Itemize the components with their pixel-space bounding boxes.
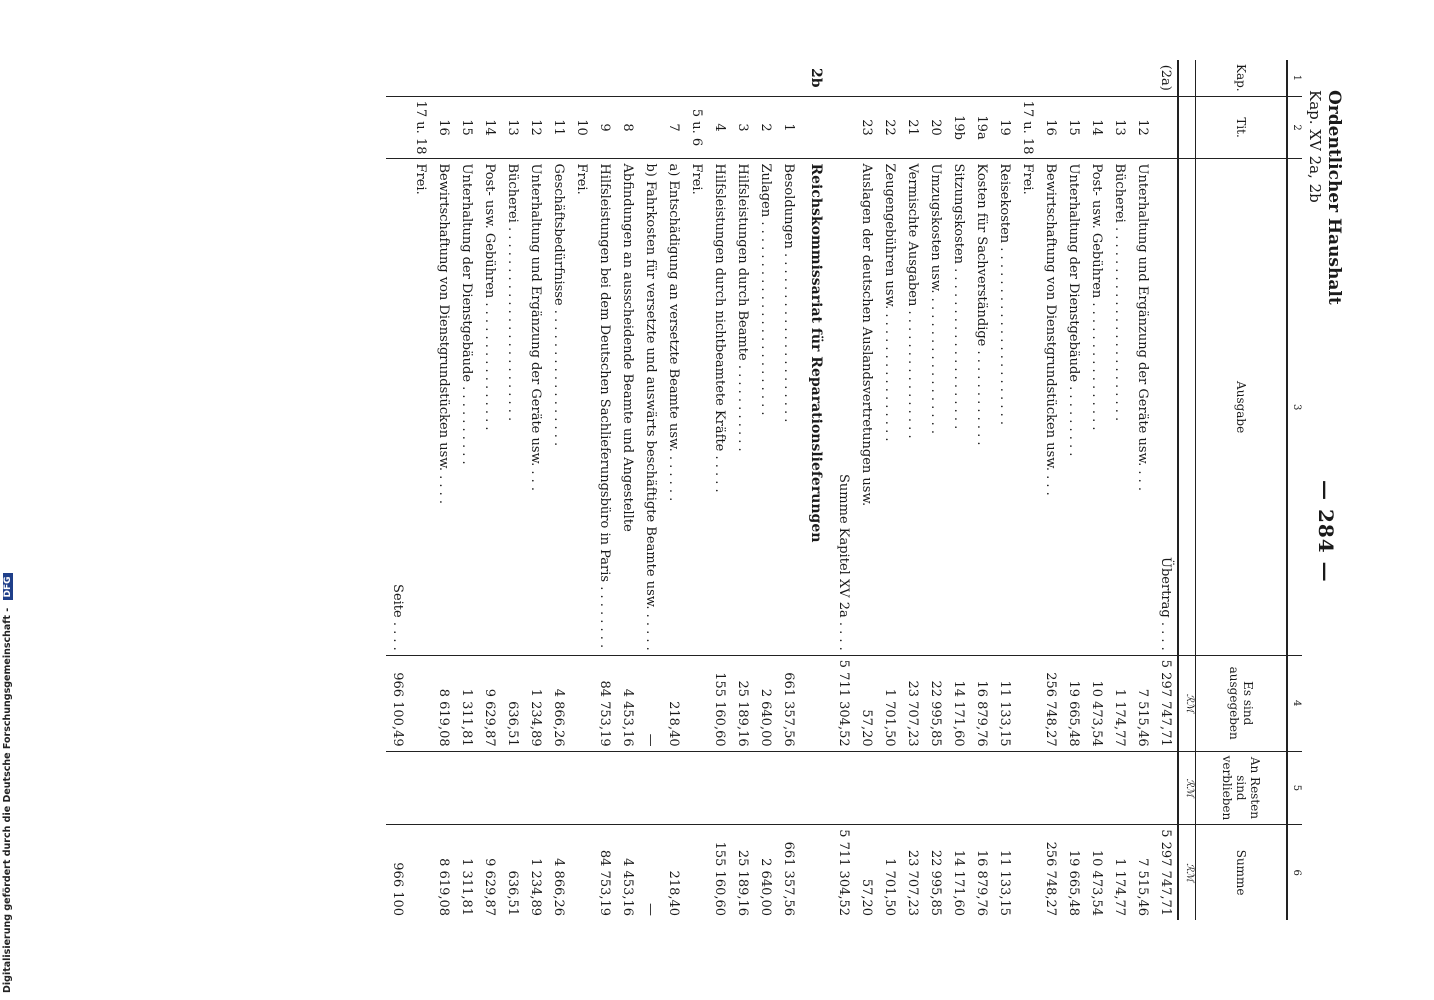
table-cell-col6: 4 866,26 xyxy=(551,858,566,917)
table-row xyxy=(547,60,570,920)
table-cell-tit: 12 xyxy=(1131,96,1154,159)
table-cell-col4: 84 753,19 xyxy=(593,655,616,751)
table-row xyxy=(878,60,901,920)
table-cell-tit xyxy=(1154,96,1178,159)
table-row xyxy=(409,60,432,920)
table-cell-tit: 3 xyxy=(731,96,754,159)
table-cell-col4: 155 160,60 xyxy=(708,655,731,751)
table-cell-text: Summe Kapitel XV 2a . . . . xyxy=(832,159,855,655)
table-cell-col5 xyxy=(832,751,855,825)
table-row xyxy=(731,60,754,920)
table-cell-col4: 2 640,00 xyxy=(754,655,777,751)
table-cell-col6: 1 311,81 xyxy=(459,858,474,917)
table-cell-col6: 14 171,60 xyxy=(951,849,966,917)
table-cell-col5 xyxy=(970,751,993,825)
table-cell-text: Abfindungen an ausscheidende Beamte und Angestellte xyxy=(616,159,639,655)
page-subtitle: Kap. XV 2a, 2b xyxy=(1306,90,1324,203)
table-cell-kap xyxy=(524,60,547,96)
table-cell-col5 xyxy=(731,751,754,825)
table-cell-col4: 7 515,46 xyxy=(1131,655,1154,751)
table-cell-kap xyxy=(970,60,993,96)
table-cell-col4: 5 711 304,52 xyxy=(832,655,855,751)
table-cell-kap xyxy=(901,60,924,96)
table-cell-col4: 661 357,56 xyxy=(777,655,800,751)
unit-cell: ℛℳ xyxy=(1178,825,1196,920)
table-cell-col6: 23 707,23 xyxy=(905,849,920,917)
table-cell-col6: 1 234,89 xyxy=(528,858,543,917)
table-cell-col6 xyxy=(685,825,708,920)
table-cell-col6: 9 629,87 xyxy=(482,858,497,917)
table-cell-kap xyxy=(501,60,524,96)
table-cell-text: Umzugskosten usw. . . . . . . . . . . . . . . . . . xyxy=(924,159,947,655)
column-number: 1 xyxy=(1287,60,1302,96)
table-row xyxy=(855,60,878,920)
table-cell-col4: 11 133,15 xyxy=(993,655,1016,751)
table-cell-kap xyxy=(1085,60,1108,96)
table-cell-col6: 8 619,08 xyxy=(436,858,451,917)
table-cell-col4: 966 100,49 xyxy=(386,655,409,751)
table-row xyxy=(478,60,501,920)
table-cell-kap xyxy=(639,60,662,96)
column-header-ausgabe: Ausgabe xyxy=(1196,159,1288,655)
table-cell-kap xyxy=(386,60,409,96)
table-cell-col4: 4 453,16 xyxy=(616,655,639,751)
table-cell-text: Zulagen . . . . . . . . . . . . . . . . . . . . . . . . xyxy=(754,159,777,655)
unit-cell xyxy=(1178,159,1196,655)
table-cell-tit: 15 xyxy=(455,96,478,159)
column-number: 3 xyxy=(1287,159,1302,655)
table-cell-col5 xyxy=(1154,751,1178,825)
table-cell-text: Geschäftsbedürfnisse . . . . . . . . . . . . . . . . . xyxy=(547,159,570,655)
table-row xyxy=(639,60,662,920)
column-header-summe: Summe xyxy=(1196,825,1288,920)
table-cell-tit: 11 xyxy=(547,96,570,159)
table-cell-kap xyxy=(616,60,639,96)
table-cell-col6: 22 995,85 xyxy=(928,849,943,917)
table-cell-col4: 1 311,81 xyxy=(455,655,478,751)
table-row xyxy=(708,60,731,920)
table-cell-text: Reisekosten . . . . . . . . . . . . . . . . . . . . . . xyxy=(993,159,1016,655)
table-cell-col5 xyxy=(547,751,570,825)
table-row xyxy=(970,60,993,920)
table-cell-col6: 84 753,19 xyxy=(597,849,612,917)
table-cell-tit: 5 u. 6 xyxy=(685,96,708,159)
table-cell-tit: 15 xyxy=(1062,96,1085,159)
table-cell-text: Post- usw. Gebühren . . . . . . . . . . . . . . . . xyxy=(1085,159,1108,655)
table-cell-col5 xyxy=(685,751,708,825)
table-cell-col4: 8 619,08 xyxy=(432,655,455,751)
column-number-row xyxy=(1287,60,1302,920)
table-cell-text: Post- usw. Gebühren . . . . . . . . . . . . . . . . xyxy=(478,159,501,655)
table-cell-col4: 4 866,26 xyxy=(547,655,570,751)
table-row xyxy=(570,60,593,920)
table-cell-tit: 17 u. 18 xyxy=(1016,96,1039,159)
table-cell-kap xyxy=(432,60,455,96)
table-cell-kap xyxy=(478,60,501,96)
table-row xyxy=(901,60,924,920)
table-cell-col6: 7 515,46 xyxy=(1135,858,1150,917)
table-cell-tit: 1 xyxy=(777,96,800,159)
table-cell-kap xyxy=(832,60,855,96)
table-cell-col5 xyxy=(455,751,478,825)
table-cell-tit: 21 xyxy=(901,96,924,159)
table-cell-col5 xyxy=(777,751,800,825)
table-cell-col5 xyxy=(1085,751,1108,825)
table-cell-col4: 636,51 xyxy=(501,655,524,751)
column-number: 5 xyxy=(1287,751,1302,825)
table-row xyxy=(593,60,616,920)
table-cell-col6: 4 453,16 xyxy=(620,858,635,917)
column-header-kap: Kap. xyxy=(1196,60,1288,96)
table-cell-col4: 9 629,87 xyxy=(478,655,501,751)
table-cell-kap xyxy=(708,60,731,96)
sum-row xyxy=(386,60,409,920)
table-row xyxy=(455,60,478,920)
table-cell-tit xyxy=(639,96,662,159)
table-row xyxy=(616,60,639,920)
table-cell-tit: 14 xyxy=(478,96,501,159)
table-row xyxy=(662,60,685,920)
table-row xyxy=(524,60,547,920)
table-row xyxy=(1085,60,1108,920)
table-cell-col5 xyxy=(570,751,593,825)
column-number: 6 xyxy=(1287,825,1302,920)
table-cell-col5 xyxy=(662,751,685,825)
table-cell-text: b) Fahrkosten für versetzte und auswärts beschäftigte Beamte usw. . . . . . xyxy=(639,159,662,655)
table-row xyxy=(501,60,524,920)
table-cell-col4 xyxy=(570,655,593,751)
table-cell-col4 xyxy=(685,655,708,751)
table-row xyxy=(754,60,777,920)
table-cell-col4: 1 174,77 xyxy=(1108,655,1131,751)
table-cell-col6: 19 665,48 xyxy=(1066,849,1081,917)
table-cell-col5 xyxy=(924,751,947,825)
table-cell-kap xyxy=(570,60,593,96)
table-cell-col5 xyxy=(1062,751,1085,825)
table-cell-kap xyxy=(685,60,708,96)
unit-cell xyxy=(1178,96,1196,159)
table-cell-col5 xyxy=(1039,751,1062,825)
table-row xyxy=(1108,60,1131,920)
table-cell-tit: 17 u. 18 xyxy=(409,96,432,159)
table-cell-kap xyxy=(409,60,432,96)
table-row xyxy=(685,60,708,920)
table-cell-text: Hilfsleistungen bei dem Deutschen Sachlieferungsbüro in Paris . . . . . . . . xyxy=(593,159,616,655)
table-cell-kap xyxy=(731,60,754,96)
budget-table xyxy=(386,60,1302,920)
table-cell-tit xyxy=(800,96,832,159)
table-cell-col5 xyxy=(754,751,777,825)
table-cell-text: Frei. xyxy=(409,159,432,655)
table-cell-text: a) Entschädigung an versetzte Beamte usw. . . . . . . xyxy=(662,159,685,655)
table-cell-col5 xyxy=(639,751,662,825)
table-cell-text: Sitzungskosten . . . . . . . . . . . . . . . . . . . . xyxy=(947,159,970,655)
table-cell-col5 xyxy=(593,751,616,825)
digitization-note xyxy=(0,0,20,1000)
table-cell-kap xyxy=(924,60,947,96)
table-cell-col6: — xyxy=(643,903,658,917)
rotated-page xyxy=(52,60,1352,920)
table-cell-text: Hilfsleistungen durch Beamte . . . . . . . . . . . xyxy=(731,159,754,655)
table-cell-col6: 636,51 xyxy=(505,870,520,917)
table-row xyxy=(1039,60,1062,920)
table-cell-tit: 23 xyxy=(855,96,878,159)
column-header-ausgegeben: Es sind ausgegeben xyxy=(1196,655,1288,751)
table-cell-tit: 19b xyxy=(947,96,970,159)
table-cell-tit: 7 xyxy=(662,96,685,159)
column-header-row xyxy=(1196,60,1288,920)
table-cell-kap xyxy=(777,60,800,96)
table-cell-col4: 19 665,48 xyxy=(1062,655,1085,751)
table-cell-kap xyxy=(1131,60,1154,96)
table-cell-tit: 14 xyxy=(1085,96,1108,159)
table-cell-tit: 12 xyxy=(524,96,547,159)
table-cell-tit: 20 xyxy=(924,96,947,159)
table-cell-col6: 57,20 xyxy=(859,878,874,917)
table-cell-col6 xyxy=(570,825,593,920)
table-cell-col6: 155 160,60 xyxy=(712,841,727,917)
table-cell-col4 xyxy=(409,655,432,751)
page-title: Ordentlicher Haushalt xyxy=(1324,90,1344,305)
table-cell-col6: 256 748,27 xyxy=(1043,841,1058,917)
table-cell-text: Bücherei . . . . . . . . . . . . . . . . . . . . . . . . xyxy=(1108,159,1131,655)
table-row xyxy=(1016,60,1039,920)
table-row xyxy=(1131,60,1154,920)
table-cell-text: Zeugengebühren usw. . . . . . . . . . . . . . . . . xyxy=(878,159,901,655)
table-cell-col4: 23 707,23 xyxy=(901,655,924,751)
table-cell-col5 xyxy=(1131,751,1154,825)
table-cell-col4: 25 189,16 xyxy=(731,655,754,751)
table-cell-col5 xyxy=(878,751,901,825)
sum-row xyxy=(832,60,855,920)
table-cell-tit: 19 xyxy=(993,96,1016,159)
table-cell-text: Unterhaltung und Ergänzung der Geräte usw. . . . xyxy=(524,159,547,655)
table-cell-col6: 16 879,76 xyxy=(974,849,989,917)
table-cell-text: Besoldungen . . . . . . . . . . . . . . . . . . . . . xyxy=(777,159,800,655)
table-cell-col4: 5 297 747,71 xyxy=(1154,655,1178,751)
table-row xyxy=(993,60,1016,920)
table-cell-col6 xyxy=(409,825,432,920)
table-cell-text: Frei. xyxy=(1016,159,1039,655)
table-cell-kap: (2a) xyxy=(1154,60,1178,96)
table-cell-col5 xyxy=(1016,751,1039,825)
table-row xyxy=(1062,60,1085,920)
table-cell-col5 xyxy=(501,751,524,825)
table-cell-col5 xyxy=(993,751,1016,825)
table-cell-kap xyxy=(947,60,970,96)
table-cell-col4: 218,40 xyxy=(662,655,685,751)
table-cell-col4: 22 995,85 xyxy=(924,655,947,751)
table-cell-tit: 4 xyxy=(708,96,731,159)
table-cell-col5 xyxy=(524,751,547,825)
table-cell-text: Bewirtschaftung von Dienstgrundstücken usw. . . . . xyxy=(432,159,455,655)
table-cell-col6: 1 174,77 xyxy=(1112,858,1127,917)
table-cell-kap xyxy=(1039,60,1062,96)
table-cell-col6: 25 189,16 xyxy=(735,849,750,917)
table-cell-tit: 8 xyxy=(616,96,639,159)
page-header xyxy=(1304,60,1344,920)
table-cell-col5 xyxy=(1108,751,1131,825)
table-cell-col4: 14 171,60 xyxy=(947,655,970,751)
section-row xyxy=(800,60,832,920)
page-number: — 284 — xyxy=(1314,480,1338,583)
table-cell-col4: 256 748,27 xyxy=(1039,655,1062,751)
table-cell-col6 xyxy=(800,825,832,920)
unit-cell: ℛℳ xyxy=(1178,655,1196,751)
table-cell-text: Reichskommissariat für Reparationslieferungen xyxy=(800,159,832,655)
table-cell-tit: 13 xyxy=(1108,96,1131,159)
table-cell-tit xyxy=(386,96,409,159)
table-cell-col6: 5 711 304,52 xyxy=(836,829,851,917)
table-cell-col6: 1 701,50 xyxy=(882,858,897,917)
table-row xyxy=(947,60,970,920)
table-cell-col6: 5 297 747,71 xyxy=(1158,829,1173,917)
table-cell-text: Unterhaltung und Ergänzung der Geräte usw. . . . xyxy=(1131,159,1154,655)
table-cell-col6: 966 100 xyxy=(390,862,405,917)
table-cell-col5 xyxy=(432,751,455,825)
table-cell-kap xyxy=(878,60,901,96)
table-cell-tit: 22 xyxy=(878,96,901,159)
table-body xyxy=(386,60,1178,920)
table-cell-kap xyxy=(455,60,478,96)
table-cell-col4: 16 879,76 xyxy=(970,655,993,751)
table-cell-col4: 10 473,54 xyxy=(1085,655,1108,751)
table-cell-tit: 10 xyxy=(570,96,593,159)
column-header-tit: Tit. xyxy=(1196,96,1288,159)
table-cell-col4: — xyxy=(639,655,662,751)
table-row xyxy=(432,60,455,920)
table-cell-kap xyxy=(855,60,878,96)
column-header-reste: An Resten sind verblieben xyxy=(1196,751,1288,825)
table-cell-kap: 2b xyxy=(800,60,832,96)
table-cell-col5 xyxy=(800,751,832,825)
table-cell-kap xyxy=(547,60,570,96)
table-cell-tit: 19a xyxy=(970,96,993,159)
table-cell-col6 xyxy=(1016,825,1039,920)
table-cell-text: Frei. xyxy=(685,159,708,655)
table-cell-col5 xyxy=(616,751,639,825)
table-cell-col6: 11 133,15 xyxy=(997,849,1012,917)
table-cell-col5 xyxy=(409,751,432,825)
unit-cell: ℛℳ xyxy=(1178,751,1196,825)
table-cell-text: Bücherei . . . . . . . . . . . . . . . . . . . . . . . . xyxy=(501,159,524,655)
table-cell-text: Frei. xyxy=(570,159,593,655)
table-row xyxy=(777,60,800,920)
sum-row xyxy=(1154,60,1178,920)
column-number: 2 xyxy=(1287,96,1302,159)
table-cell-col6: 661 357,56 xyxy=(781,841,796,917)
table-cell-tit: 16 xyxy=(1039,96,1062,159)
dfg-logo-badge: DFG xyxy=(3,573,13,600)
table-cell-text: Kosten für Sachverständige . . . . . . . . . . . . xyxy=(970,159,993,655)
table-cell-col4 xyxy=(800,655,832,751)
table-cell-col6: 10 473,54 xyxy=(1089,849,1104,917)
table-cell-text: Unterhaltung der Dienstgebäude . . . . . . . . . . xyxy=(455,159,478,655)
table-cell-text: Übertrag . . . . xyxy=(1154,159,1178,655)
table-cell-kap xyxy=(593,60,616,96)
table-cell-col4 xyxy=(1016,655,1039,751)
table-cell-col6: 218,40 xyxy=(666,870,681,917)
digitization-note-text: Digitalisierung gefördert durch die Deutsche Forschungsgemeinschaft - xyxy=(2,607,13,993)
table-cell-kap xyxy=(1016,60,1039,96)
table-cell-col4: 57,20 xyxy=(855,655,878,751)
table-cell-text: Unterhaltung der Dienstgebäude . . . . . . . . . xyxy=(1062,159,1085,655)
table-cell-col5 xyxy=(386,751,409,825)
table-cell-kap xyxy=(754,60,777,96)
table-cell-tit: 2 xyxy=(754,96,777,159)
table-cell-tit xyxy=(832,96,855,159)
table-cell-col5 xyxy=(708,751,731,825)
column-number: 4 xyxy=(1287,655,1302,751)
table-cell-col5 xyxy=(855,751,878,825)
table-cell-text: Hilfsleistungen durch nichtbeamtete Kräfte . . . . . xyxy=(708,159,731,655)
table-cell-text: Vermischte Ausgaben . . . . . . . . . . . . . . . . xyxy=(901,159,924,655)
table-cell-col5 xyxy=(901,751,924,825)
table-cell-col6: 2 640,00 xyxy=(758,858,773,917)
table-cell-text: Auslagen der deutschen Auslandsvertretungen usw. xyxy=(855,159,878,655)
table-cell-col5 xyxy=(478,751,501,825)
unit-row xyxy=(1178,60,1196,920)
table-cell-text: Bewirtschaftung von Dienstgrundstücken usw. . . . xyxy=(1039,159,1062,655)
unit-cell xyxy=(1178,60,1196,96)
table-cell-kap xyxy=(1108,60,1131,96)
table-cell-tit: 16 xyxy=(432,96,455,159)
table-cell-tit: 13 xyxy=(501,96,524,159)
table-cell-kap xyxy=(993,60,1016,96)
table-cell-tit: 9 xyxy=(593,96,616,159)
table-cell-text: Seite . . . . xyxy=(386,159,409,655)
table-cell-kap xyxy=(662,60,685,96)
table-cell-kap xyxy=(1062,60,1085,96)
table-cell-col5 xyxy=(947,751,970,825)
table-cell-col4: 1 234,89 xyxy=(524,655,547,751)
table-row xyxy=(924,60,947,920)
table-cell-col4: 1 701,50 xyxy=(878,655,901,751)
